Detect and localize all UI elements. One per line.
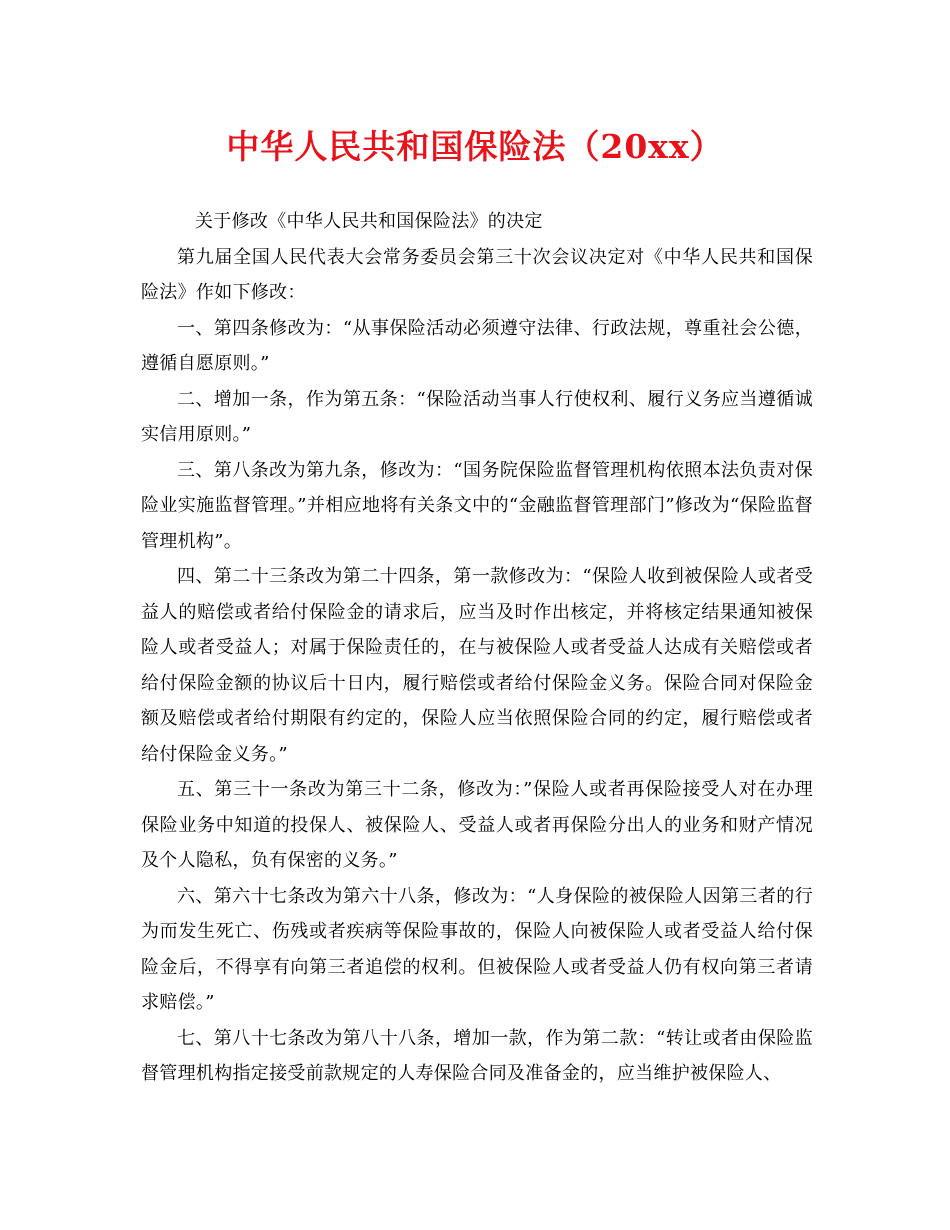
paragraph-amendment-6: 六、第六十七条改为第六十八条，修改为：“人身保险的被保险人因第三者的行为而发生死亡、伤残或者疾病等保险事故的，保险人向被保险人或者受益人给付保险金后，不得享有向第三者追偿的权利。但被保险人或者受益人仍有权向第三者请求赔偿。” bbox=[141, 885, 813, 1013]
decision-heading: 关于修改《中华人民共和国保险法》的决定 bbox=[195, 211, 543, 232]
paragraph-amendment-4: 四、第二十三条改为第二十四条，第一款修改为：“保险人收到被保险人或者受益人的赔偿或者给付保险金的请求后，应当及时作出核定，并将核定结果通知被保险人或者受益人；对属于保险责任的，在与被保险人或者受益人达成有关赔偿或者给付保险金额的协议后十日内，履行赔偿或者给付保险金义务。保险合同对保险金额及赔偿或者给付期限有约定的，保险人应当依照保险合同的约定，履行赔偿或者给付保险金义务。” bbox=[141, 566, 813, 765]
paragraph-amendment-3: 三、第八条改为第九条，修改为：“国务院保险监督管理机构依照本法负责对保险业实施监督管理。”并相应地将有关条文中的“金融监督管理部门”修改为“保险监督管理机构”。 bbox=[141, 459, 813, 552]
paragraph-preamble: 第九届全国人民代表大会常务委员会第三十次会议决定对《中华人民共和国保险法》作如下修改： bbox=[141, 246, 813, 303]
paragraph-amendment-5: 五、第三十一条改为第三十二条，修改为：”保险人或者再保险接受人对在办理保险业务中知道的投保人、被保险人、受益人或者再保险分出人的业务和财产情况及个人隐私，负有保密的义务。” bbox=[141, 779, 813, 871]
page-title: 中华人民共和国保险法（20xx） bbox=[226, 127, 724, 166]
document-body bbox=[141, 204, 813, 1092]
paragraph-amendment-1: 一、第四条修改为：“从事保险活动必须遵守法律、行政法规，尊重社会公德，遵循自愿原则。” bbox=[141, 317, 813, 374]
paragraph-amendment-7: 七、第八十七条改为第八十八条，增加一款，作为第二款：“转让或者由保险监督管理机构指定接受前款规定的人寿保险合同及准备金的，应当维护被保险人、 bbox=[141, 1027, 813, 1084]
paragraph-amendment-2: 二、增加一条，作为第五条：“保险活动当事人行使权利、履行义务应当遵循诚实信用原则。” bbox=[141, 388, 813, 445]
